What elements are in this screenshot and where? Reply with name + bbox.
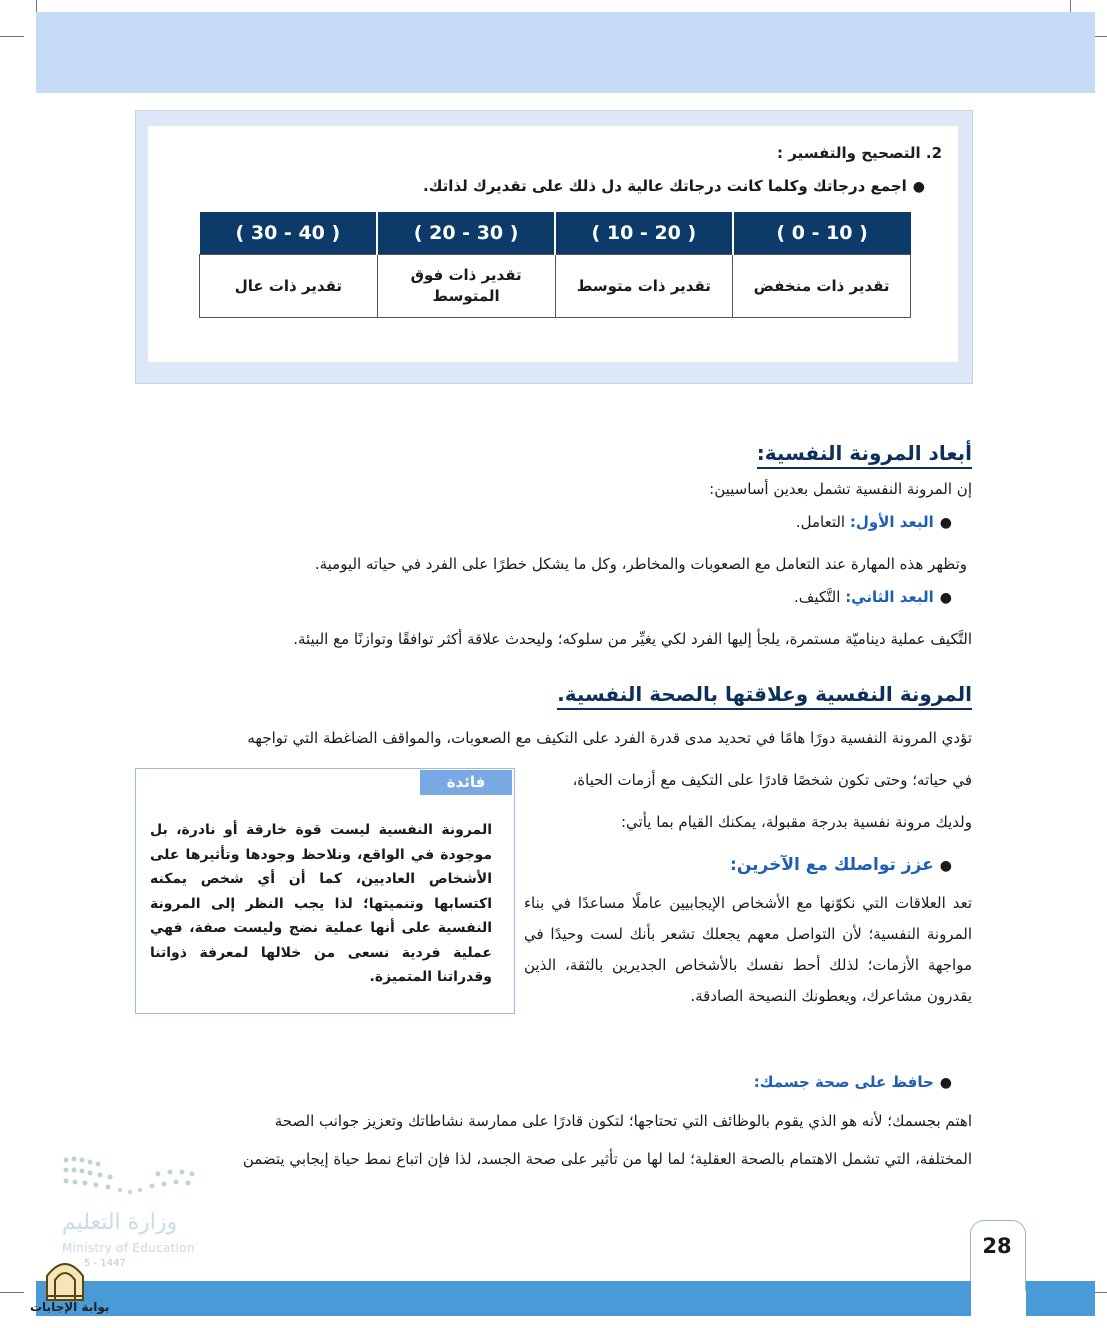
crop-mark bbox=[0, 36, 24, 37]
ministry-name-ar: وزارة التعليم bbox=[62, 1210, 178, 1235]
range-cell: ( 40 - 30 ) bbox=[200, 212, 378, 255]
range-cell: ( 10 - 0 ) bbox=[733, 212, 911, 255]
second-dimension: ●البعد الثاني: التَّكيف. bbox=[794, 588, 952, 606]
scoring-instruction: ●اجمع درجاتك وكلما كانت درجاتك عالية دل ذلك على تقديرك لذاتك. bbox=[423, 177, 925, 195]
health-line-1: تؤدي المرونة النفسية دورًا هامًا في تحديد مدى قدرة الفرد على التكيف مع الصعوبات، والمواقف الضاغطة التي تواجهه bbox=[247, 729, 972, 747]
bullet-icon: ● bbox=[939, 590, 952, 606]
range-cell: ( 30 - 20 ) bbox=[377, 212, 555, 255]
fact-text: المرونة النفسية ليست قوة خارقة أو نادرة، بل موجودة في الواقع، ونلاحظ وجودها وتأثيرها على الأشخاص العاديين، كما أن أي شخص يمكنه اكتسابها وتنميتها؛ لذا يجب النظر إلى المرونة النفسية على أنها عملية نضج وليست صفة، فهي عملية فردية نسعى من خلالها لمعرفة ذواتنا وقدراتنا المتميزة. bbox=[150, 822, 492, 985]
label-cell: تقدير ذات فوق المتوسط bbox=[377, 255, 555, 318]
section-title: المرونة النفسية وعلاقتها بالصحة النفسية. bbox=[557, 682, 972, 710]
range-cell: ( 20 - 10 ) bbox=[555, 212, 733, 255]
portal-logo-icon bbox=[44, 1256, 86, 1302]
health-line-2: في حياته؛ وحتى تكون شخصًا قادرًا على التكيف مع أزمات الحياة، bbox=[572, 771, 972, 789]
tip-2-title: ●حافظ على صحة جسمك: bbox=[753, 1073, 952, 1091]
edition-year: 5 - 1447 bbox=[84, 1258, 126, 1269]
footer-band bbox=[36, 1281, 971, 1316]
health-title-wrap bbox=[557, 682, 972, 706]
scoring-table bbox=[199, 212, 911, 318]
bullet-icon: ● bbox=[939, 515, 952, 531]
section-title: أبعاد المرونة النفسية: bbox=[757, 441, 972, 469]
label-cell: تقدير ذات منخفض bbox=[733, 255, 911, 318]
tip-1-text: تعد العلاقات التي نكوّنها مع الأشخاص الإيجابيين عاملًا مساعدًا في بناء المرونة النفسية؛ لأن التواصل معهم يجعلك تشعر بأنك لست وحيدًا في مواجهة الأزمات؛ لذلك أحط نفسك بالأشخاص الجديرين بالثقة، الذين يقدرون مشاعرك، ويعطونك النصيحة الصادقة. bbox=[524, 894, 972, 1005]
bullet-icon: ● bbox=[939, 1075, 952, 1091]
page-number: 28 bbox=[982, 1234, 1012, 1258]
first-dimension-desc: وتظهر هذه المهارة عند التعامل مع الصعوبات والمخاطر، وكل ما يشكل خطرًا على الفرد في حياته اليومية. bbox=[314, 555, 967, 573]
label-cell: تقدير ذات عال bbox=[200, 255, 378, 318]
crop-mark bbox=[0, 1292, 24, 1293]
ministry-name-en: Ministry of Education bbox=[62, 1241, 195, 1255]
footer-band-right bbox=[1026, 1281, 1095, 1316]
tip-1-title: ●عزز تواصلك مع الآخرين: bbox=[730, 855, 952, 875]
bullet-icon: ● bbox=[939, 858, 952, 874]
header-band bbox=[36, 12, 1095, 93]
tip-2-line-2: المختلفة، التي تشمل الاهتمام بالصحة العقلية؛ لما لها من تأثير على صحة الجسد، لذا فإن اتباع نمط حياة إيجابي يتضمن bbox=[242, 1150, 972, 1168]
scoring-heading: 2. التصحيح والتفسير : bbox=[777, 144, 942, 162]
bullet-icon: ● bbox=[912, 179, 925, 195]
label-cell: تقدير ذات متوسط bbox=[555, 255, 733, 318]
portal-label: بوابة الإجابات bbox=[30, 1300, 110, 1314]
dimensions-intro: إن المرونة النفسية تشمل بعدين أساسيين: bbox=[709, 480, 972, 498]
dimensions-title-wrap bbox=[757, 441, 972, 465]
table-header-row bbox=[200, 212, 911, 255]
ministry-logo-icon bbox=[60, 1152, 200, 1202]
table-row bbox=[200, 255, 911, 318]
fact-tag: فائدة bbox=[420, 770, 512, 795]
health-line-3: ولديك مرونة نفسية بدرجة مقبولة، يمكنك القيام بما يأتي: bbox=[621, 813, 972, 831]
first-dimension: ●البعد الأول: التعامل. bbox=[795, 513, 952, 531]
tip-2-line-1: اهتم بجسمك؛ لأنه هو الذي يقوم بالوظائف التي تحتاجها؛ لتكون قادرًا على ممارسة نشاطاتك وتعزيز جوانب الصحة bbox=[274, 1112, 972, 1130]
second-dimension-desc: التَّكيف عملية ديناميّة مستمرة، يلجأ إليها الفرد لكي يغيِّر من سلوكه؛ وليحدث علاقة أكثر توافقًا وتوازنًا مع البيئة. bbox=[293, 630, 972, 648]
